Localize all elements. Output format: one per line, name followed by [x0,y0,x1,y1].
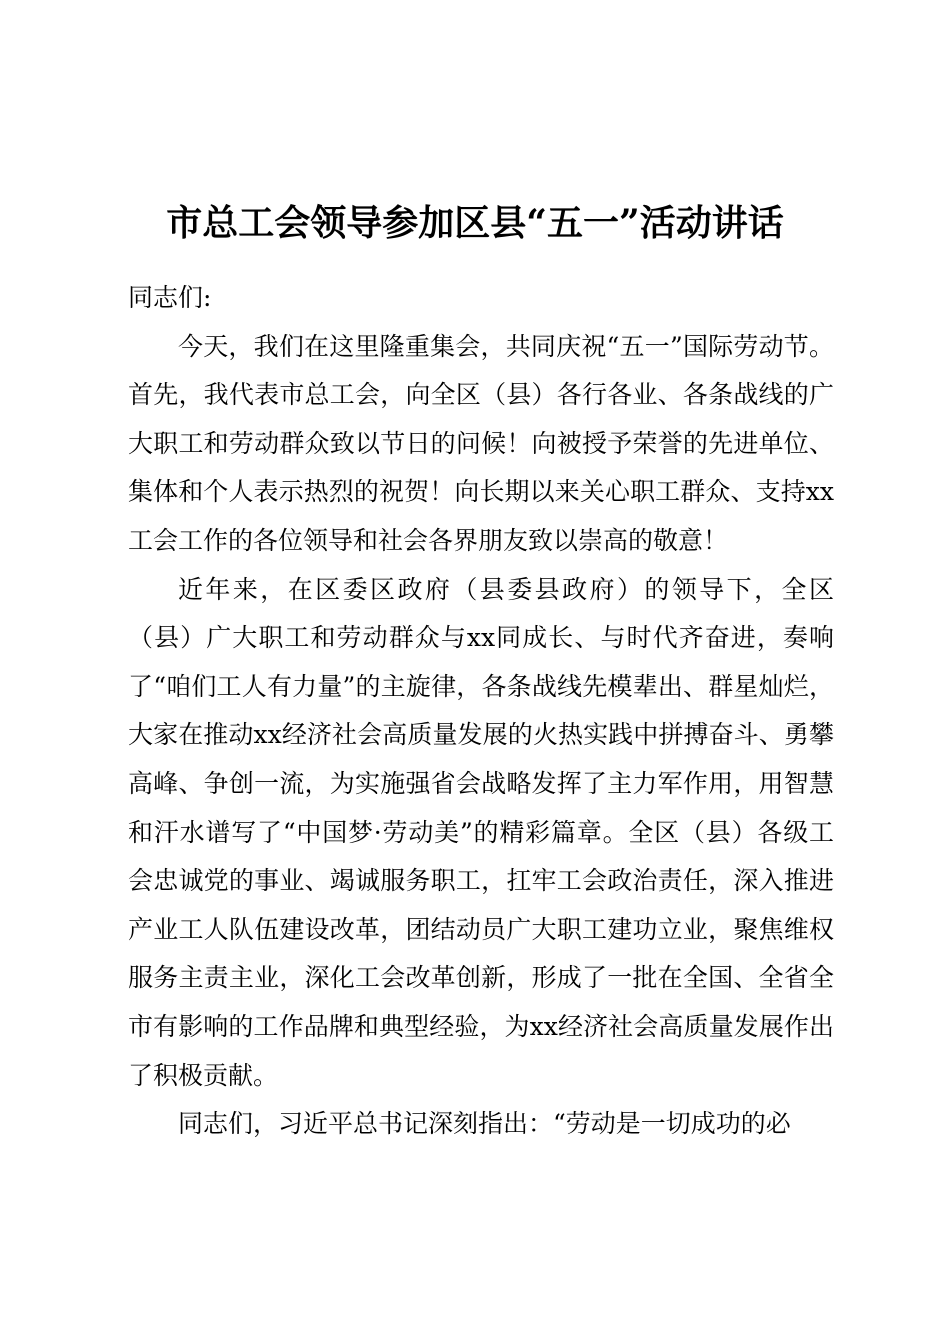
salutation: 同志们: [128,283,212,312]
paragraph-achievements: 近年来，在区委区政府（县委县政府）的领导下，全区（县）广大职工和劳动群众与xx同成长、与时代齐奋进，奏响了“咱们工人有力量”的主旋律，各条战线先模辈出、群星灿烂，大家在推动xx经济社会高质量发展的火热实践中拼搏奋斗、勇攀高峰、争创一流，为实施强省会战略发挥了主力军作用，用智慧和汗水谱写了“中国梦·劳动美”的精彩篇章。全区（县）各级工会忠诚党的事业、竭诚服务职工，扛牢工会政治责任，深入推进产业工人队伍建设改革，团结动员广大职工建功立业，聚焦维权服务主责主业，深化工会改革创新，形成了一批在全国、全省全市有影响的工作品牌和典型经验，为xx经济社会高质量发展作出了积极贡献。 [128,574,834,1090]
document-title: 市总工会领导参加区县“五一”活动讲话 [166,202,784,244]
paragraph-greeting: 今天，我们在这里隆重集会，共同庆祝“五一”国际劳动节。首先，我代表市总工会，向全区（县）各行各业、各条战线的广大职工和劳动群众致以节日的问候！向被授予荣誉的先进单位、集体和个人表示热烈的祝贺！向长期以来关心职工群众、支持xx工会工作的各位领导和社会各界朋友致以崇高的敬意！ [128,331,834,555]
document-body [128,274,834,1149]
paragraph-quote: 同志们，习近平总书记深刻指出：“劳动是一切成功的必 [178,1109,791,1139]
